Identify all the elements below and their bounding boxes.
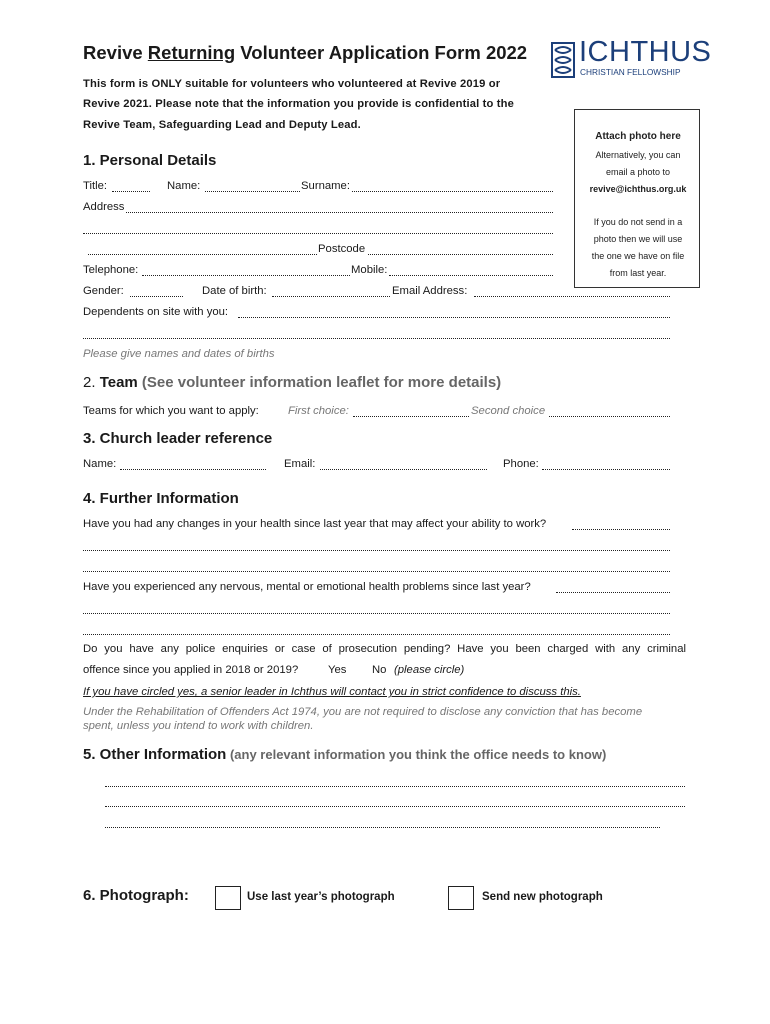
first-choice-label: First choice: <box>288 405 349 417</box>
photo-box-line: the one we have on file <box>591 251 685 261</box>
intro-line-3: Revive Team, Safeguarding Lead and Deputy Lead. <box>83 119 361 131</box>
surname-label: Surname: <box>301 180 350 192</box>
photo-box-line: Alternatively, you can <box>595 150 681 160</box>
leader-phone-field[interactable] <box>542 469 670 470</box>
police-question: Do you have any police enquiries or case of prosecution pending? Have you been charged with any criminal <box>83 643 686 655</box>
first-choice-field[interactable] <box>353 416 469 417</box>
section-6-heading: 6. Photograph: <box>83 887 189 904</box>
no-option[interactable]: No <box>372 664 387 676</box>
address-label: Address <box>83 201 125 213</box>
rehabilitation-note-2: spent, unless you intend to work with children. <box>83 720 314 732</box>
teams-label: Teams for which you want to apply: <box>83 405 259 417</box>
section-4-heading: 4. Further Information <box>83 490 239 507</box>
second-choice-field[interactable] <box>549 416 670 417</box>
photo-box-email: revive@ichthus.org.uk <box>589 184 687 194</box>
section-5-heading: 5. Other Information (any relevant information you think the office needs to know) <box>83 746 607 763</box>
second-choice-label: Second choice <box>471 405 546 417</box>
leader-name-label: Name: <box>83 458 117 470</box>
yes-option[interactable]: Yes <box>328 664 347 676</box>
postcode-label: Postcode <box>318 243 366 255</box>
address-field-2[interactable] <box>83 233 553 234</box>
other-info-field-2[interactable] <box>105 806 685 807</box>
email-field[interactable] <box>474 296 670 297</box>
intro-line-1: This form is ONLY suitable for volunteers who volunteered at Revive 2019 or <box>83 78 501 90</box>
section-3-heading: 3. Church leader reference <box>83 430 273 447</box>
use-last-year-checkbox[interactable] <box>215 886 241 910</box>
email-label: Email Address: <box>392 285 468 297</box>
attach-photo-box[interactable] <box>574 109 700 288</box>
mental-health-answer-2[interactable] <box>83 613 670 614</box>
senior-leader-note: If you have circled yes, a senior leader in Ichthus will contact you in strict confidence to discuss this. <box>83 686 581 698</box>
logo-subtitle: CHRISTIAN FELLOWSHIP <box>580 67 681 77</box>
photo-box-line: email a photo to <box>605 167 671 177</box>
mental-health-question: Have you experienced any nervous, mental or emotional health problems since last year? <box>83 581 531 593</box>
other-info-field-3[interactable] <box>105 827 660 828</box>
dependents-field-1[interactable] <box>238 317 670 318</box>
send-new-label: Send new photograph <box>482 891 603 903</box>
rehabilitation-note-1: Under the Rehabilitation of Offenders Act 1974, you are not required to disclose any conviction that has become <box>83 706 643 718</box>
form-title: Revive Returning Volunteer Application Form 2022 <box>83 42 528 63</box>
leader-email-label: Email: <box>284 458 316 470</box>
health-answer-1[interactable] <box>572 529 670 530</box>
mental-health-answer-3[interactable] <box>83 634 670 635</box>
photo-box-line: photo then we will use <box>593 234 683 244</box>
gender-field[interactable] <box>130 296 183 297</box>
section-2-heading: 2. Team (See volunteer information leaflet for more details) <box>83 374 502 391</box>
logo-name: ICHTHUS <box>579 36 712 68</box>
section-1-heading: 1. Personal Details <box>83 152 217 169</box>
photo-box-line: If you do not send in a <box>593 217 683 227</box>
other-info-field-1[interactable] <box>105 786 685 787</box>
dob-field[interactable] <box>272 296 390 297</box>
health-answer-2[interactable] <box>83 550 670 551</box>
postcode-field[interactable] <box>368 254 553 255</box>
leader-phone-label: Phone: <box>503 458 539 470</box>
mobile-field[interactable] <box>389 275 553 276</box>
dependents-hint: Please give names and dates of births <box>83 348 275 360</box>
telephone-label: Telephone: <box>83 264 139 276</box>
health-answer-3[interactable] <box>83 571 670 572</box>
telephone-field[interactable] <box>142 275 350 276</box>
use-last-year-label: Use last year’s photograph <box>247 891 395 903</box>
photo-box-heading: Attach photo here <box>595 131 681 142</box>
address-field-1[interactable] <box>126 212 553 213</box>
photo-box-line: from last year. <box>609 268 667 278</box>
leader-email-field[interactable] <box>320 469 487 470</box>
gender-label: Gender: <box>83 285 124 297</box>
name-label: Name: <box>167 180 201 192</box>
dependents-field-2[interactable] <box>83 338 670 339</box>
title-field[interactable] <box>112 191 150 192</box>
ichthus-fish-icon <box>551 42 575 78</box>
intro-line-2: Revive 2021. Please note that the information you provide is confidential to the <box>83 98 515 110</box>
leader-name-field[interactable] <box>120 469 266 470</box>
mobile-label: Mobile: <box>351 264 388 276</box>
name-field[interactable] <box>205 191 300 192</box>
send-new-checkbox[interactable] <box>448 886 474 910</box>
please-circle-note: (please circle) <box>394 664 465 676</box>
mental-health-answer-1[interactable] <box>556 592 670 593</box>
dob-label: Date of birth: <box>202 285 267 297</box>
dependents-label: Dependents on site with you: <box>83 306 229 318</box>
ichthus-logo <box>551 36 712 80</box>
surname-field[interactable] <box>352 191 553 192</box>
health-question: Have you had any changes in your health since last year that may affect your ability to work? <box>83 518 547 530</box>
title-label: Title: <box>83 180 108 192</box>
address-field-3[interactable] <box>88 254 317 255</box>
police-question-cont: offence since you applied in 2018 or 2019? <box>83 664 299 676</box>
